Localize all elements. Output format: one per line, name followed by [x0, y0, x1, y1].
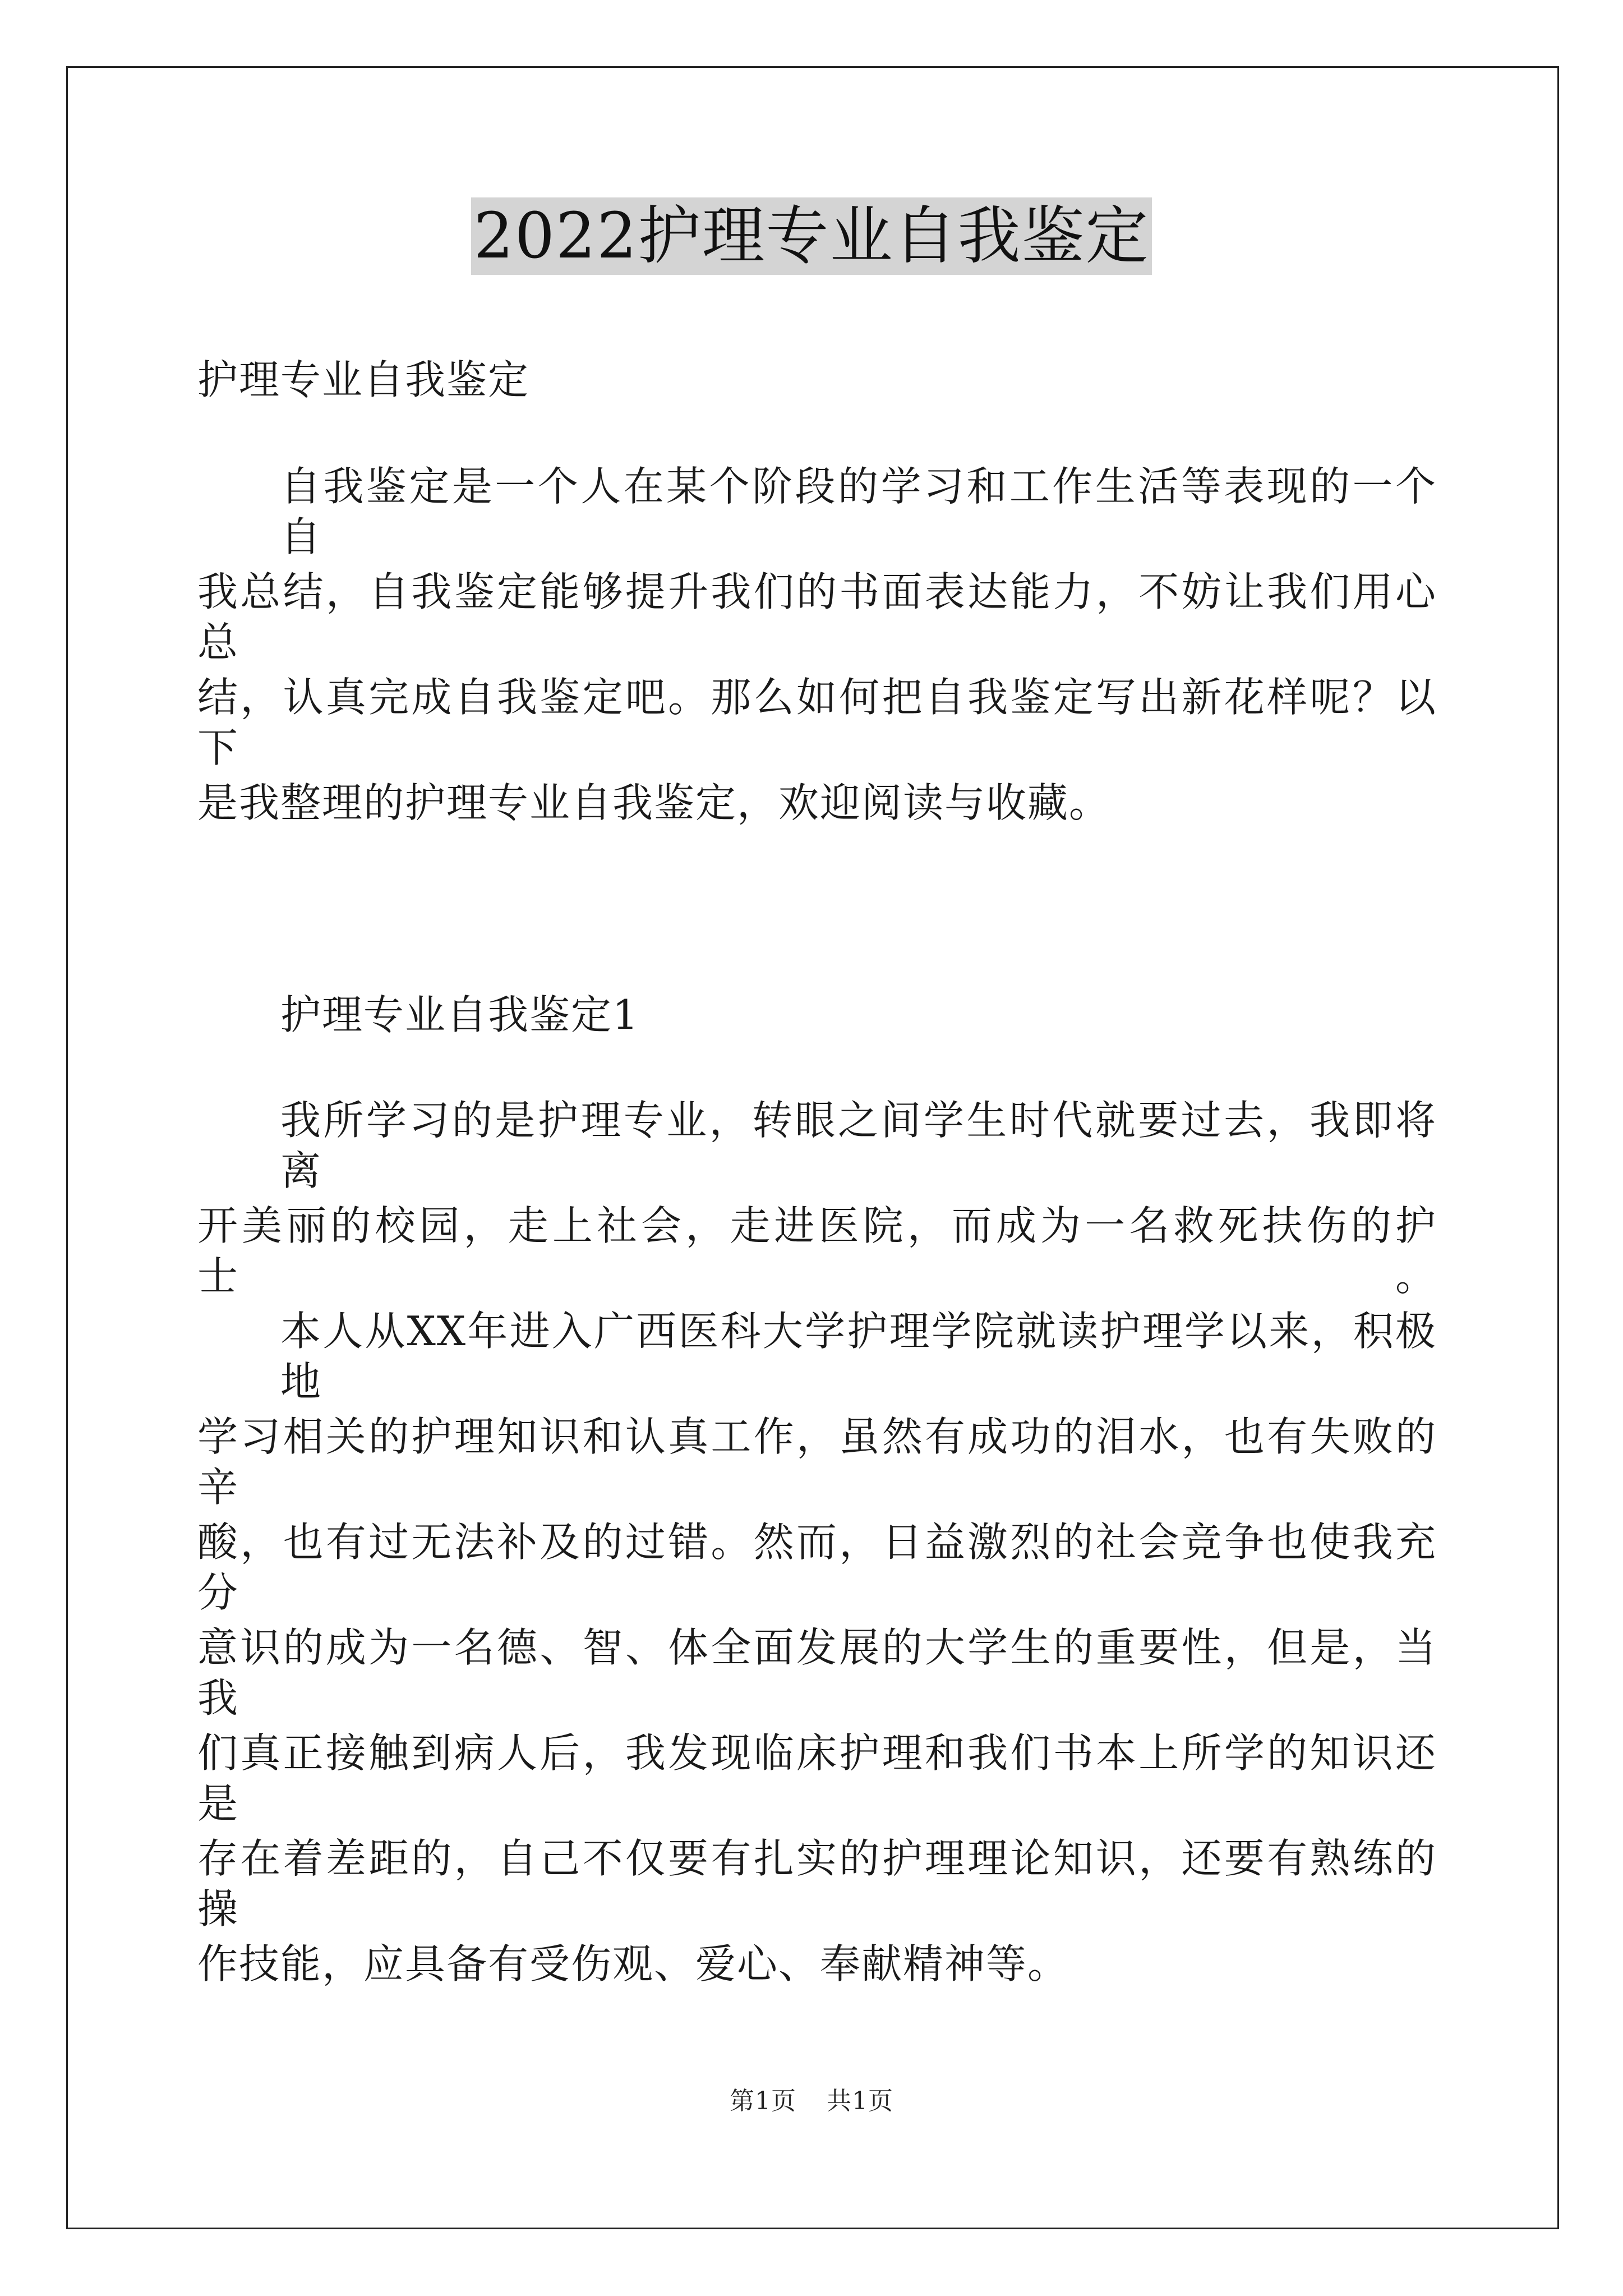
- para2-line-6: 存在着差距的，自己不仅要有扎实的护理理论知识，还要有熟练的操: [197, 1835, 1437, 1932]
- para2-line-5: 们真正接触到病人后，我发现临床护理和我们书本上所学的知识还是: [197, 1729, 1437, 1827]
- para2-line-1: 本人从XX年进入广西医科大学护理学院就读护理学以来，积极地: [280, 1308, 1437, 1405]
- para2-line-4: 意识的成为一名德、智、体全面发展的大学生的重要性，但是，当我: [197, 1624, 1437, 1722]
- document-title: 2022护理专业自我鉴定: [471, 197, 1151, 275]
- intro-line-2: 我总结，自我鉴定能够提升我们的书面表达能力，不妨让我们用心总: [197, 568, 1437, 666]
- subtitle: 护理专业自我鉴定: [197, 356, 530, 403]
- para2-line-3: 酸，也有过无法补及的过错。然而，日益激烈的社会竞争也使我充分: [197, 1519, 1437, 1616]
- para1-line-1: 我所学习的是护理专业，转眼之间学生时代就要过去，我即将离: [280, 1097, 1437, 1194]
- page-footer: [0, 2086, 1623, 2117]
- page-number-total: 共1页: [827, 2087, 893, 2115]
- page-number-current: 第1页: [730, 2087, 796, 2115]
- para2-line-7: 作技能，应具备有受伤观、爱心、奉献精神等。: [197, 1940, 1069, 1987]
- para2-line-2: 学习相关的护理知识和认真工作，虽然有成功的泪水，也有失败的辛: [197, 1413, 1437, 1511]
- intro-line-4: 是我整理的护理专业自我鉴定，欢迎阅读与收藏。: [197, 779, 1111, 826]
- para1-line-2: 开美丽的校园，走上社会，走进医院，而成为一名救死扶伤的护士。: [197, 1202, 1437, 1300]
- intro-line-3: 结，认真完成自我鉴定吧。那么如何把自我鉴定写出新花样呢？以下: [197, 674, 1437, 771]
- intro-line-1: 自我鉴定是一个人在某个阶段的学习和工作生活等表现的一个自: [280, 463, 1437, 560]
- title-container: [0, 197, 1623, 275]
- section-heading: 护理专业自我鉴定1: [280, 991, 639, 1038]
